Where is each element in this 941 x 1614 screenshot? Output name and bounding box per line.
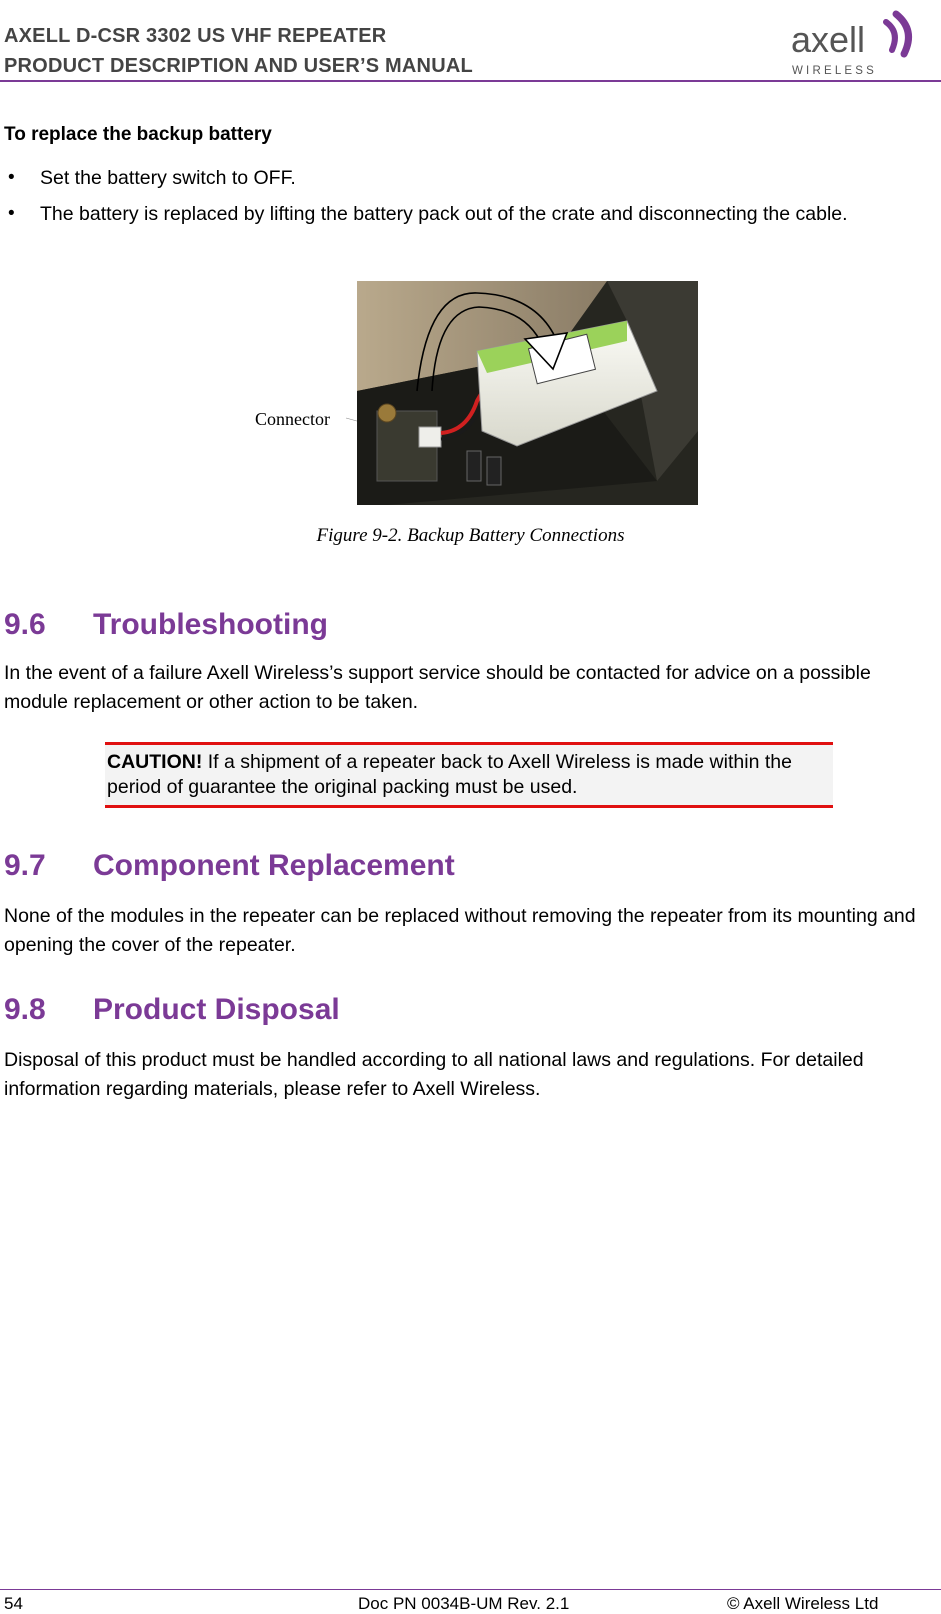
header-rule: [0, 80, 941, 82]
section-body: None of the modules in the repeater can be replaced without removing the repeater from its mounting and opening the cover of the repeater.: [4, 905, 916, 956]
copyright: © Axell Wireless Ltd: [727, 1594, 879, 1613]
doc-number: Doc PN 0034B-UM Rev. 2.1: [358, 1594, 570, 1613]
connector-label: Connector: [255, 409, 330, 429]
battery-photo: [357, 281, 698, 505]
section-title: Component Replacement: [93, 849, 455, 882]
section-body: In the event of a failure Axell Wireless’s support service should be contacted for advice on a possible module replacement or other action to be taken.: [4, 662, 871, 713]
logo-arc-inner: [886, 22, 895, 50]
section-title: Troubleshooting: [93, 608, 328, 641]
header-title-line1: AXELL D-CSR 3302 US VHF REPEATER: [4, 25, 387, 47]
caution-label: CAUTION!: [107, 751, 203, 773]
bullet-icon: •: [8, 203, 15, 224]
bullet-icon: •: [8, 167, 15, 188]
caution-message: If a shipment of a repeater back to Axell Wireless is made within the period of guarantee the original packing must be used.: [107, 751, 792, 798]
figure-caption: Figure 9-2. Backup Battery Connections: [316, 525, 625, 546]
logo-word: axell: [791, 19, 866, 60]
logo-arc-outer: [896, 14, 909, 54]
section-title: Product Disposal: [93, 993, 340, 1026]
bullet-item: The battery is replaced by lifting the battery pack out of the crate and disconnecting the cable.: [40, 203, 848, 225]
header-title-line2: PRODUCT DESCRIPTION AND USER’S MANUAL: [4, 55, 473, 77]
section-number: 9.6: [4, 608, 46, 641]
section-body: Disposal of this product must be handled according to all national laws and regulations. For detailed information regarding materials, please refer to Axell Wireless.: [4, 1049, 864, 1100]
section-number: 9.8: [4, 993, 46, 1026]
page-number: 54: [4, 1594, 23, 1613]
footer-rule: [0, 1589, 941, 1590]
caution-box: [105, 742, 833, 808]
procedure-title: To replace the backup battery: [4, 124, 272, 145]
axell-logo: [788, 4, 928, 78]
section-number: 9.7: [4, 849, 46, 882]
caution-text: [107, 750, 833, 800]
bullet-item: Set the battery switch to OFF.: [40, 167, 296, 189]
logo-sub: WIRELESS: [792, 65, 878, 77]
